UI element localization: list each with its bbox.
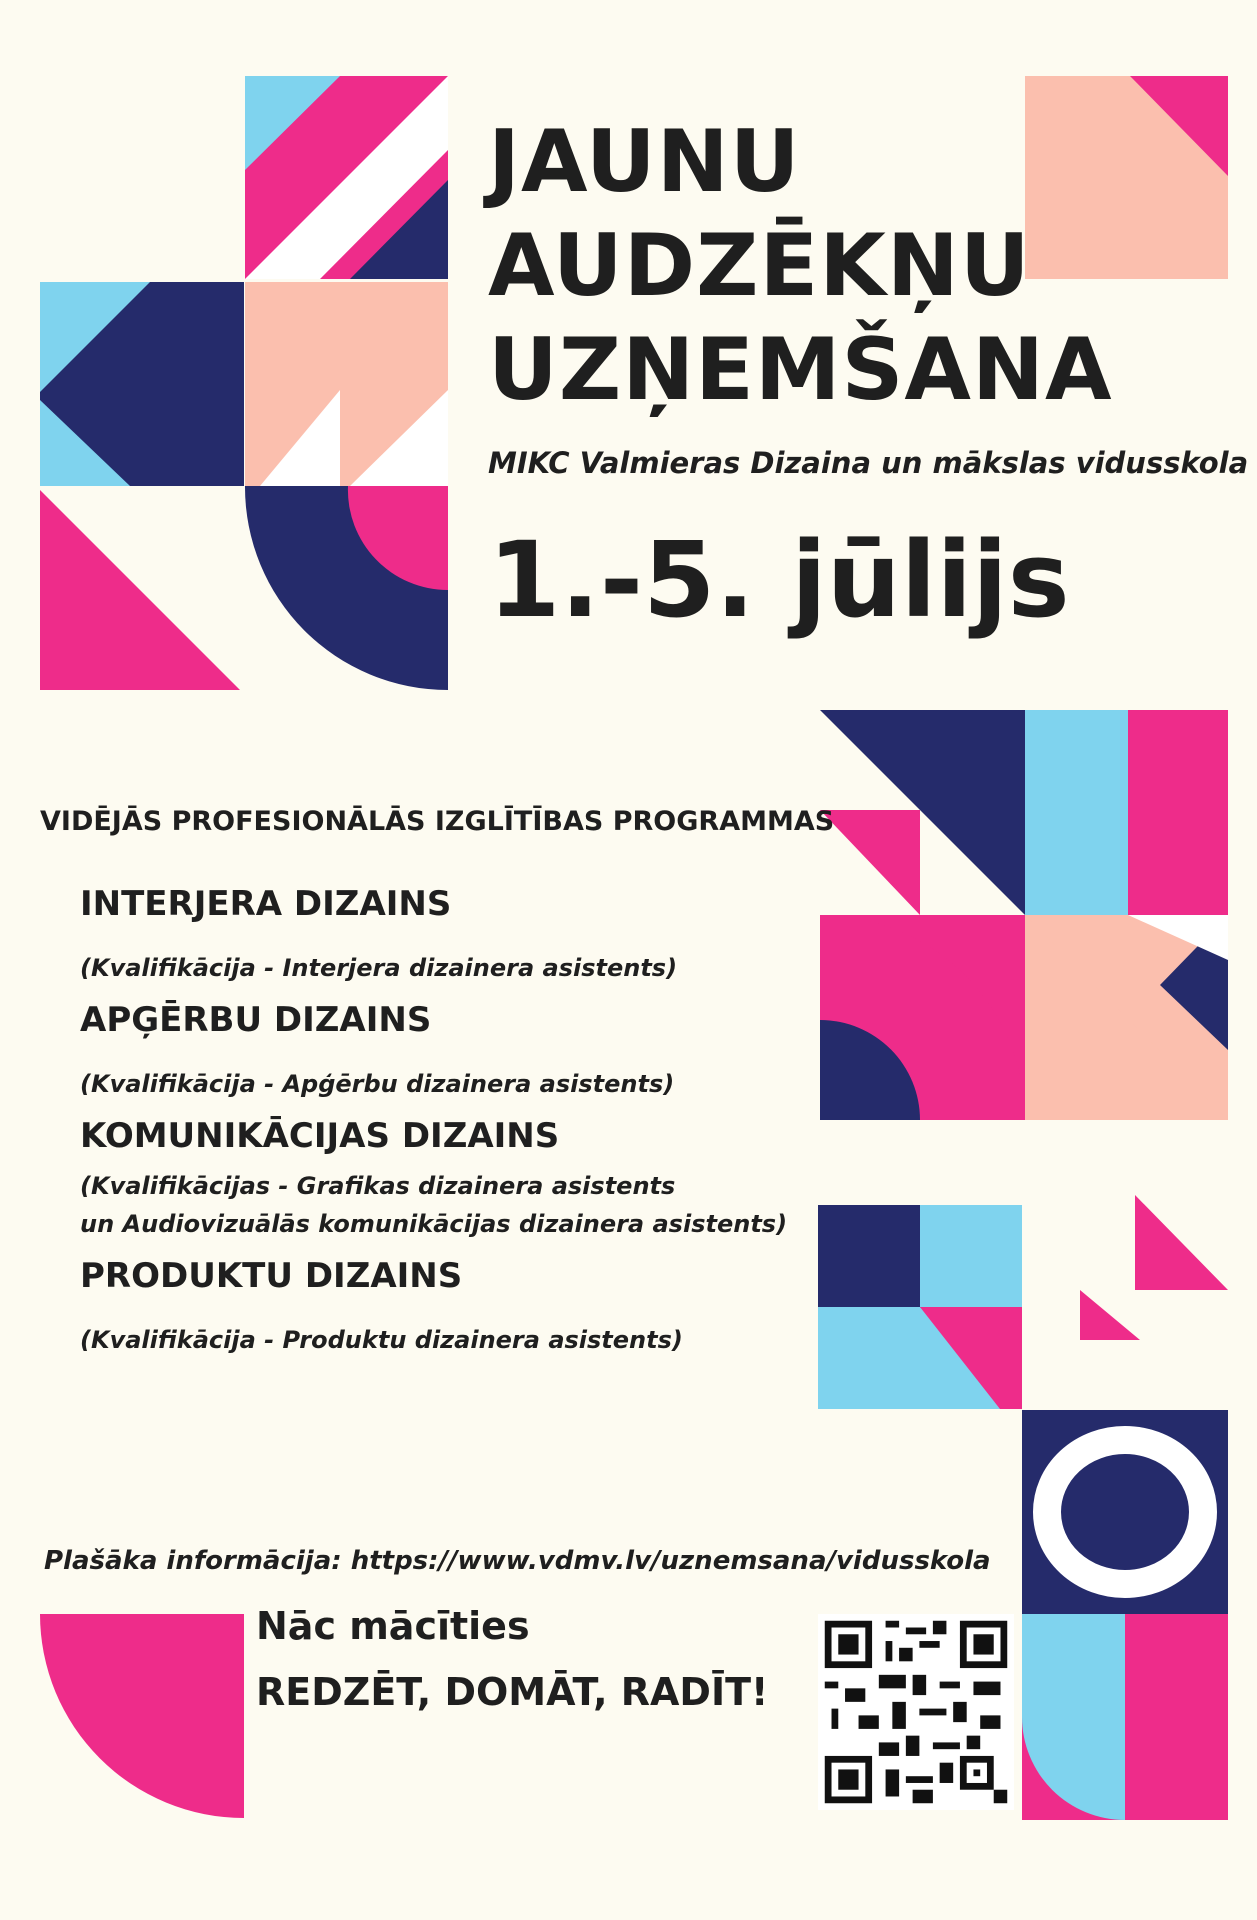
programme-qualification: (Kvalifikācijas - Grafikas dizainera asistents <box>80 1172 676 1200</box>
title-line: AUDZĒKŅU <box>488 216 1031 316</box>
title-line: UZŅEMŠANA <box>488 320 1113 420</box>
programme-qualification: (Kvalifikācija - Interjera dizainera asistents) <box>80 954 678 982</box>
programme-title: PRODUKTU DIZAINS <box>80 1256 463 1296</box>
more-info-link[interactable]: Plašāka informācija: https://www.vdmv.lv/uznemsana/vidusskola <box>44 1546 991 1576</box>
programme-qualification: un Audiovizuālās komunikācijas dizainera asistents) <box>80 1210 788 1238</box>
slogan-line: REDZĒT, DOMĀT, RADĪT! <box>256 1670 769 1714</box>
programmes-heading: VIDĒJĀS PROFESIONĀLĀS IZGLĪTĪBAS PROGRAMMAS <box>40 806 835 837</box>
title-line: JAUNU <box>488 112 801 212</box>
qr-code-icon[interactable] <box>818 1614 1014 1810</box>
page-title <box>488 110 1113 422</box>
programme-title: INTERJERA DIZAINS <box>80 884 452 924</box>
programme-qualification: (Kvalifikācija - Apģērbu dizainera asistents) <box>80 1070 675 1098</box>
admission-dates: 1.-5. jūlijs <box>488 519 1070 641</box>
programme-title: KOMUNIKĀCIJAS DIZAINS <box>80 1116 560 1156</box>
programme-title: APĢĒRBU DIZAINS <box>80 1000 432 1040</box>
school-name: MIKC Valmieras Dizaina un mākslas vidusskola <box>488 446 1249 480</box>
programme-qualification: (Kvalifikācija - Produktu dizainera asistents) <box>80 1326 683 1354</box>
slogan-line: Nāc mācīties <box>256 1604 530 1648</box>
